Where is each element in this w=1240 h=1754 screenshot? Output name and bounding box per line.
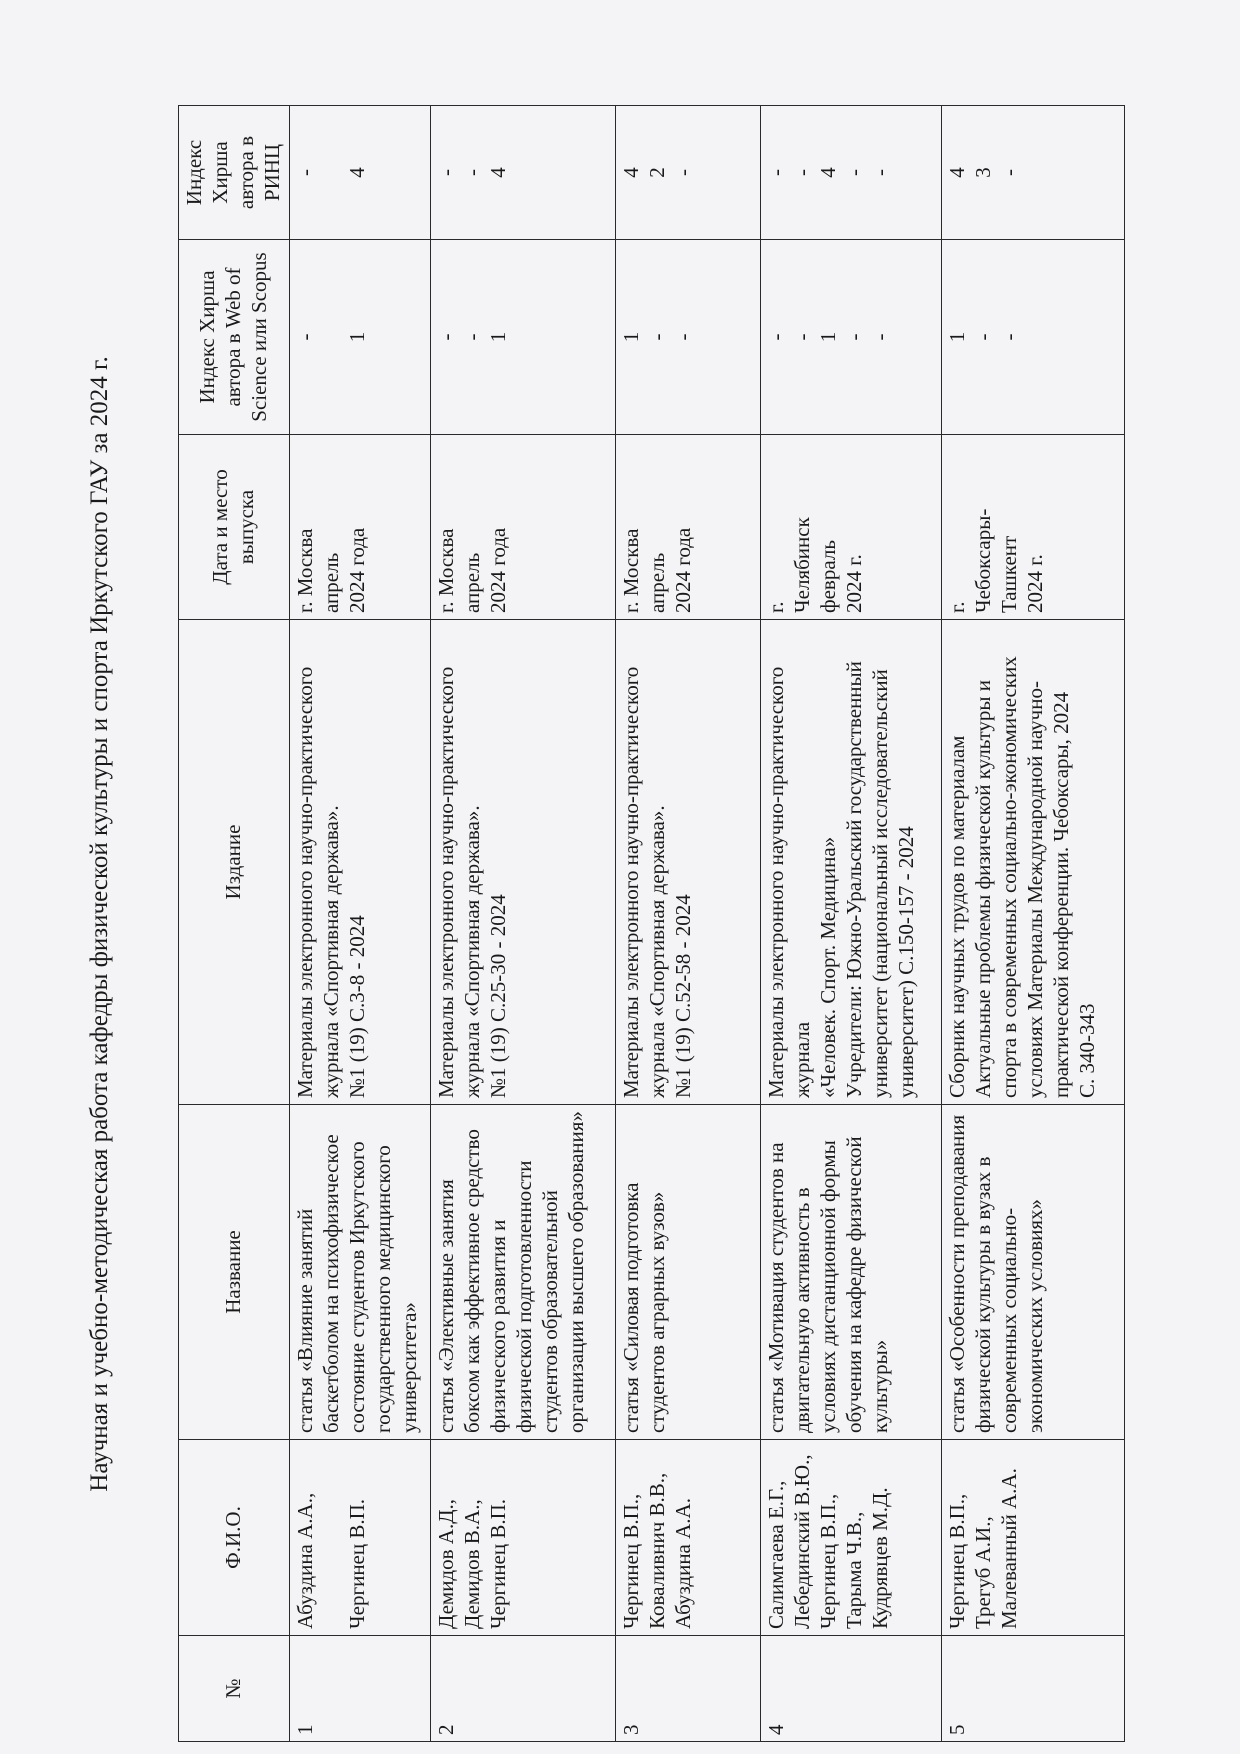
table-row: [431, 106, 616, 1742]
row-wos-scopus-index: 1 - -: [942, 240, 1125, 435]
row-date-place: г. Челябинск февраль 2024 г.: [761, 435, 942, 620]
row-authors: Абуздина А.А., Чергинец В.П.: [290, 1440, 431, 1636]
row-wos-scopus-index: - - 1 - -: [761, 240, 942, 435]
row-title: статья «Силовая подготовка студентов аграрных вузов»: [616, 1105, 761, 1440]
row-number: 3: [616, 1636, 761, 1742]
row-date-place: г. Москва апрель 2024 года: [616, 435, 761, 620]
row-edition: Сборник научных трудов по материалам Актуальные проблемы физической культуры и спорта в современных социально-экономических условиях Материалы Международной научно-практической конференции. Чебоксары, 2024 С. 340-343: [942, 620, 1125, 1105]
row-number: 5: [942, 1636, 1125, 1742]
row-authors: Чергинец В.П., Коваливнич В.В., Абуздина А.А.: [616, 1440, 761, 1636]
row-wos-scopus-index: 1 - -: [616, 240, 761, 435]
table-row: [942, 106, 1125, 1742]
header-date-place: Дата и место выпуска: [179, 435, 290, 620]
row-rinc-index: - - 4: [431, 106, 616, 240]
row-number: 4: [761, 1636, 942, 1742]
row-edition: Материалы электронного научно-практического журнала «Спортивная держава». №1 (19) С.52-58 - 2024: [616, 620, 761, 1105]
row-rinc-index: - - 4 - -: [761, 106, 942, 240]
header-rinc-index: Индекс Хирша автора в РИНЦ: [179, 106, 290, 240]
publications-table: [178, 105, 1125, 1742]
table-row: [616, 106, 761, 1742]
row-rinc-index: - 4: [290, 106, 431, 240]
row-number: 1: [290, 1636, 431, 1742]
row-authors: Чергинец В.П., Трегуб А.И., Малеванный А.А.: [942, 1440, 1125, 1636]
row-title: статья «Мотивация студентов на двигательную активность в условиях дистанционной формы обучения на кафедре физической культуры»: [761, 1105, 942, 1440]
row-title: статья «Влияние занятий баскетболом на психофизическое состояние студентов Иркутского государственного медицинского университета»: [290, 1105, 431, 1440]
header-edition: Издание: [179, 620, 290, 1105]
row-wos-scopus-index: - - 1: [431, 240, 616, 435]
table-row: [761, 106, 942, 1742]
header-wos-scopus-index: Индекс Хирша автора в Web of Science или Scopus: [179, 240, 290, 435]
row-authors: Демидов А.Д., Демидов В.А., Чергинец В.П.: [431, 1440, 616, 1636]
page-title: Научная и учебно-методическая работа кафедры физической культуры и спорта Иркутского ГАУ за 2024 г.: [86, 356, 113, 1492]
row-date-place: г. Москва апрель 2024 года: [431, 435, 616, 620]
row-rinc-index: 4 2 -: [616, 106, 761, 240]
row-wos-scopus-index: - 1: [290, 240, 431, 435]
row-authors: Салимгаева Е.Г., Лебединский В.Ю., Чергинец В.П., Тарыма Ч.В., Кудрявцев М.Д.: [761, 1440, 942, 1636]
table-header-row: [179, 106, 290, 1742]
row-date-place: г. Чебоксары- Ташкент 2024 г.: [942, 435, 1125, 620]
row-rinc-index: 4 3 -: [942, 106, 1125, 240]
row-title: статья «Элективные занятия боксом как эффективное средство физического развития и физической подготовленности студентов образовательной организации высшего образования»: [431, 1105, 616, 1440]
row-edition: Материалы электронного научно-практического журнала «Спортивная держава». №1 (19) С.25-30 - 2024: [431, 620, 616, 1105]
header-title: Название: [179, 1105, 290, 1440]
table-row: [290, 106, 431, 1742]
row-edition: Материалы электронного научно-практического журнала «Спортивная держава». №1 (19) С.3-8 - 2024: [290, 620, 431, 1105]
row-edition: Материалы электронного научно-практического журнала «Человек. Спорт. Медицина» Учредители: Южно-Уральский государственный университет (национальный исследовательский университет) С.150-157 - 2024: [761, 620, 942, 1105]
row-date-place: г. Москва апрель 2024 года: [290, 435, 431, 620]
header-number: №: [179, 1636, 290, 1742]
row-number: 2: [431, 1636, 616, 1742]
rotated-landscape-page: [80, 94, 1160, 1754]
header-authors: Ф.И.О.: [179, 1440, 290, 1636]
row-title: статья «Особенности преподавания физической культуры в вузах в современных социально-экономических условиях»: [942, 1105, 1125, 1440]
